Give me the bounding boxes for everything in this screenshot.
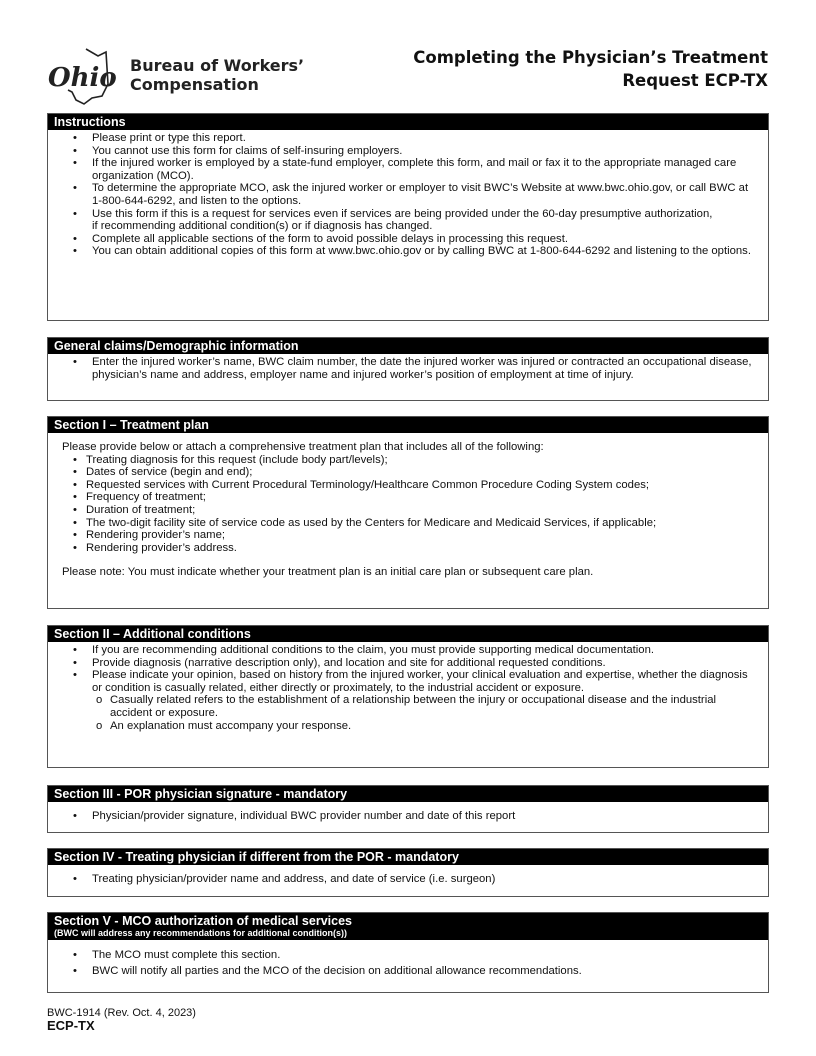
title-line-1: Completing the Physician’s Treatment: [413, 48, 768, 67]
title-line-2: Request ECP-TX: [622, 71, 768, 90]
list-item: • Frequency of treatment;: [56, 491, 760, 504]
org-line-2: Compensation: [130, 75, 259, 94]
list-item: • You can obtain additional copies of this form at www.bwc.ohio.gov or by calling BWC at 1-800-644-6292 and listening to the options.: [56, 245, 760, 258]
section-header: Section I – Treatment plan: [48, 417, 768, 433]
list-item: • To determine the appropriate MCO, ask the injured worker or employer to visit BWC’s Website at www.bwc.ohio.gov, or call BWC at 1-800-644-6292, and listen to the options.: [56, 182, 760, 207]
list-item: • Provide diagnosis (narrative description only), and location and site for additional requested conditions.: [56, 657, 760, 670]
form-number: BWC-1914 (Rev. Oct. 4, 2023): [47, 1007, 196, 1019]
note-text: Please note: You must indicate whether your treatment plan is an initial care plan or subsequent care plan.: [62, 566, 594, 579]
page-title: [413, 46, 768, 92]
list-item: • Rendering provider’s address.: [56, 542, 760, 555]
org-line-1: Bureau of Workers’: [130, 56, 305, 75]
intro-text: Please provide below or attach a comprehensive treatment plan that includes all of the following:: [62, 441, 544, 453]
section-header: Instructions: [48, 114, 768, 130]
list-item-continuation: if recommending additional condition(s) or if diagnosis has changed.: [92, 220, 433, 233]
ohio-logo: [46, 46, 126, 106]
list-item: • If you are recommending additional conditions to the claim, you must provide supporting medical documentation.: [56, 644, 760, 657]
general-section: [47, 337, 769, 401]
list-item: • Complete all applicable sections of the form to avoid possible delays in processing this request.: [56, 233, 760, 246]
section-header: [48, 913, 768, 940]
section-subtitle: (BWC will address any recommendations for additional condition(s)): [54, 928, 348, 938]
section-2-additional-conditions: [47, 625, 769, 768]
svg-text:Ohio: Ohio: [48, 63, 117, 93]
list-item: • Use this form if this is a request for services even if services are being provided under the 60-day presumptive authorization,: [56, 208, 760, 221]
section-5-mco-authorization: [47, 912, 769, 993]
list-item: • Requested services with Current Procedural Terminology/Healthcare Common Procedure Coding System codes;: [56, 479, 760, 492]
list-item: • Enter the injured worker’s name, BWC claim number, the date the injured worker was injured or contracted an occupational disease, physician’s name and address, employer name and injured worker’s position of employment at time of injury.: [56, 356, 760, 381]
sub-list-item: o Casually related refers to the establishment of a relationship between the injury or occupational disease and the industrial accident or exposure.: [56, 694, 760, 719]
section-header: Section III - POR physician signature - mandatory: [48, 786, 768, 802]
section-header: Section IV - Treating physician if different from the POR - mandatory: [48, 849, 768, 865]
list-item: • You cannot use this form for claims of self-insuring employers.: [56, 145, 760, 158]
section-1-treatment-plan: [47, 416, 769, 609]
form-code: ECP-TX: [47, 1018, 95, 1033]
organization-name: [130, 56, 304, 94]
section-header: General claims/Demographic information: [48, 338, 768, 354]
list-item: • Rendering provider’s name;: [56, 529, 760, 542]
list-item: • Treating physician/provider name and address, and date of service (i.e. surgeon): [56, 873, 760, 886]
list-item: • Physician/provider signature, individual BWC provider number and date of this report: [56, 810, 760, 823]
sub-list-item: o An explanation must accompany your response.: [56, 720, 760, 733]
list-item: • The MCO must complete this section.: [56, 949, 760, 962]
list-item: • Dates of service (begin and end);: [56, 466, 760, 479]
list-item: • BWC will notify all parties and the MCO of the decision on additional allowance recommendations.: [56, 965, 760, 978]
list-item: • Duration of treatment;: [56, 504, 760, 517]
section-3-signature: [47, 785, 769, 833]
list-item: • Please print or type this report.: [56, 132, 760, 145]
list-item: • Please indicate your opinion, based on history from the injured worker, your clinical evaluation and expertise, whether the diagnosis or condition is casually related, either directly or proximately, to the industrial accident or exposure.: [56, 669, 760, 694]
list-item: • If the injured worker is employed by a state-fund employer, complete this form, and mail or fax it to the appropriate managed care organization (MCO).: [56, 157, 760, 182]
list-item: • The two-digit facility site of service code as used by the Centers for Medicare and Medicaid Services, if applicable;: [56, 517, 760, 530]
section-title: Section V - MCO authorization of medical services: [54, 914, 352, 928]
list-item: • Treating diagnosis for this request (include body part/levels);: [56, 454, 760, 467]
section-4-treating-physician: [47, 848, 769, 897]
instructions-section: [47, 113, 769, 321]
section-header: Section II – Additional conditions: [48, 626, 768, 642]
